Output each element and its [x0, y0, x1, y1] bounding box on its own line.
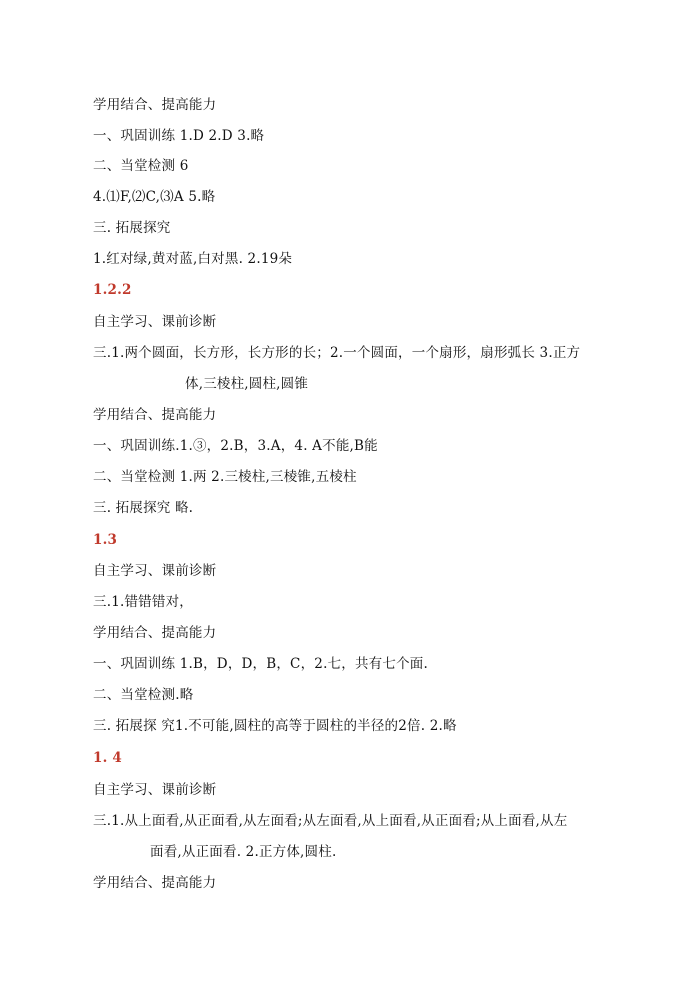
section-heading: 学用结合、提高能力	[93, 875, 217, 891]
lesson-number-heading: 1. 4	[93, 750, 122, 766]
answer-line: 三.1.两个圆面，长方形，长方形的长；2.一个圆面，一个扇形，扇形弧长 3.正方	[93, 345, 581, 361]
answer-line: 二、当堂检测.略	[93, 687, 194, 703]
answer-line: 三. 拓展探究	[93, 220, 171, 236]
answer-line: 三.1.错错错对，	[93, 594, 193, 610]
section-heading: 自主学习、课前诊断	[93, 782, 217, 798]
answer-line: 三. 拓展探究 略.	[93, 500, 194, 516]
answer-line: 三.1.从上面看,从正面看,从左面看;从左面看,从上面看,从正面看;从上面看,从左	[93, 813, 568, 829]
lesson-number-heading: 1.3	[93, 532, 118, 548]
answer-line: 一、巩固训练.1.③，2.B，3.A，4. A不能,B能	[93, 438, 378, 454]
answer-line-continued: 面看,从正面看. 2.正方体,圆柱.	[150, 844, 337, 860]
section-heading: 自主学习、课前诊断	[93, 314, 217, 330]
answer-line: 4.⑴F,⑵C,⑶A 5.略	[93, 189, 216, 205]
answer-line: 一、巩固训练 1.B，D，D，B，C，2.七，共有七个面.	[93, 656, 428, 672]
section-heading: 学用结合、提高能力	[93, 407, 217, 423]
answer-line: 三. 拓展探 究1.不可能,圆柱的高等于圆柱的半径的2倍. 2.略	[93, 718, 457, 734]
lesson-number-heading: 1.2.2	[93, 282, 132, 298]
section-heading: 自主学习、课前诊断	[93, 563, 217, 579]
answer-line: 1.红对绿,黄对蓝,白对黑. 2.19朵	[93, 251, 293, 267]
answer-line: 二、当堂检测 6	[93, 158, 189, 174]
answer-line-continued: 体,三棱柱,圆柱,圆锥	[185, 376, 309, 392]
answer-line: 一、巩固训练 1.D 2.D 3.略	[93, 128, 265, 144]
answer-line: 二、当堂检测 1.两 2.三棱柱,三棱锥,五棱柱	[93, 469, 357, 485]
section-heading: 学用结合、提高能力	[93, 625, 217, 641]
section-heading: 学用结合、提高能力	[93, 97, 217, 113]
